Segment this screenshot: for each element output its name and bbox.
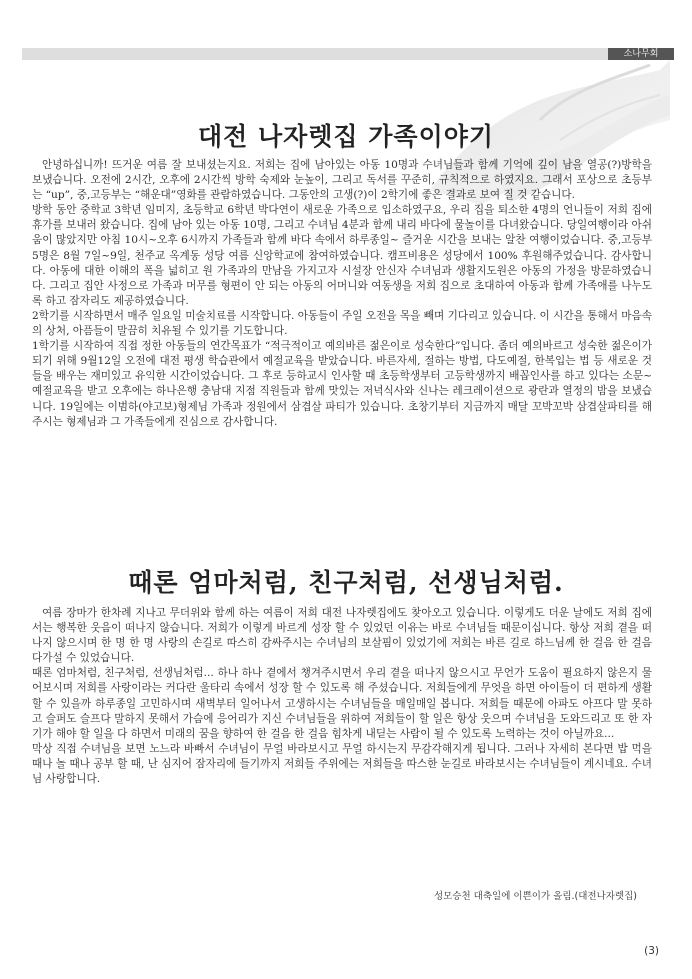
- paragraph: 때론 엄마처럼, 친구처럼, 선생님처럼... 하나 하나 곁에서 챙겨주시면서 우리 곁을 떠나지 않으시고 무언가 도움이 필요하지 않은지 물어보시며 저희를 사랑이라는 커다란 울타리 속에서 성장 할 수 있도록 해 주셨습니다. 저희들에게 무엇을 하면 아이들이 더 편하게 생활 할 수 있을까 하루종일 고민하시며 새벽부터 일어나서 고생하시는 수녀님들을 매일매일 봅니다. 저희들 때문에 아파도 아프다 말 못하고 슬퍼도 슬프다 말하지 못해서 가슴에 응어리가 지신 수녀님들을 위하여 저희들이 할 일은 항상 웃으며 수녀님을 도와드리고 또 한 자기가 해야 할 일을 다 하면서 미래의 꿈을 향하여 한 걸음 한 걸음 힘차게 내딛는 사람이 될 수 있도록 노력하는 것이 아닐까요...: [32, 667, 652, 740]
- paragraph: 2학기를 시작하면서 매주 일요일 미술치료를 시작합니다. 아동들이 주일 오전을 목을 빼며 기다리고 있습니다. 이 시간을 통해서 마음속의 상처, 아픔들이 말끔히 치유될 수 있기를 기도합니다.: [32, 309, 652, 338]
- paragraph: 방학 동안 중학교 3학년 임미지, 초등학교 6학년 박다연이 새로운 가족으로 입소하였구요, 우리 집을 퇴소한 4명의 언니들이 저희 집에 휴가를 보내러 왔습니다. 집에 남아 있는 아동 10명, 그리고 수녀님 4분과 함께 내리 바다에 물놀이를 다녀왔습니다. 당일여행이라 아쉬움이 많았지만 아침 10시~오후 6시까지 가족들과 함께 바다 속에서 하루종일~ 즐거운 시간을 보내는 알찬 여행이었습니다. 중,고등부 5명은 8월 7일~9일, 천주교 옥계동 성당 여름 신앙학교에 참여하였습니다. 캠프비용은 성당에서 100% 후원해주었습니다. 감사합니다. 아동에 대한 이해의 폭을 넓히고 원 가족과의 만남을 가지고자 시설장 안신자 수녀님과 생활지도원은 아동의 가정을 방문하였습니다. 그리고 집안 사정으로 가족과 머무를 형편이 안 되는 아동의 어머니와 여동생을 저희 집으로 초대하여 아동과 함께 가족애를 나누도록 하고 잠자리도 제공하였습니다.: [32, 204, 652, 307]
- paragraph: 1학기를 시작하여 직접 정한 아동들의 연간목표가 “적극적이고 예의바른 젊은이로 성숙한다”입니다. 좀더 예의바르고 성숙한 젊은이가 되기 위해 9월12일 오전에 대전 평생 학습관에서 예절교육을 받았습니다. 바른자세, 절하는 방법, 다도예절, 한복입는 법 등 새로운 것들을 배우는 재미있고 유익한 시간이었습니다. 그 후로 등하교시 인사할 때 초등학생부터 고등학생까지 배꼽인사를 하고 있다는 소문~ 예절교육을 받고 오후에는 하나은행 충남대 지점 직원들과 함께 맛있는 저녁식사와 신나는 레크레이션으로 광란과 열정의 밤을 보냈습니다. 19일에는 이범하(야고보)형제님 가족과 정원에서 삼겹살 파티가 있습니다. 초창기부터 지금까지 매달 꼬박꼬박 삼겹살파티를 해주시는 형제님과 그 가족들에게 진심으로 감사합니다.: [32, 340, 652, 428]
- header-bar: [22, 48, 674, 60]
- paragraph: 막상 직접 수녀님을 보면 노느라 바빠서 수녀님이 무얼 바라보시고 무얼 하시는지 무감각해지게 됩니다. 그러나 자세히 본다면 밥 먹을 때나 놀 때나 공부 할 때, 난 심지어 잠자리에 들기까지 저희들 주위에는 저희들을 따스한 눈길로 바라보시는 수녀님들이 계시네요. 수녀님 사랑합니다.: [32, 742, 652, 786]
- section-1-body: [32, 158, 652, 430]
- paragraph: 안녕하십니까! 뜨거운 여름 잘 보내셨는지요. 저희는 집에 남아있는 아동 10명과 수녀님들과 함께 기억에 깊이 남을 열공(?)방학을 보냈습니다. 오전에 2시간, 오후에 2시간씩 방학 숙제와 눈높이, 그리고 독서를 꾸준히, 규칙적으로 하였지요. 그래서 포상으로 초등부는 “up”, 중,고등부는 “해운대”영화를 관람하였습니다. 그동안의 고생(?)이 2학기에 좋은 결과로 보여 질 것 같습니다.: [32, 159, 652, 202]
- section-2-title: 때론 엄마처럼, 친구처럼, 선생님처럼.: [128, 568, 564, 597]
- paragraph: 여름 장마가 한차례 지나고 무더위와 함께 하는 여름이 저희 대전 나자렛집에도 찾아오고 있습니다. 이렇게도 더운 날에도 저희 집에서는 행복한 웃음이 떠나지 않습니다. 저희가 이렇게 바르게 성장 할 수 있었던 이유는 바로 수녀님들 때문이십니다. 항상 저희 곁을 떠나지 않으시며 한 명 한 명 사랑의 손길로 따스히 감싸주시는 수녀님의 보살핌이 있었기에 저희는 바른 길로 하느님께 한 걸음 한 걸음 다가설 수 있었습니다.: [32, 607, 652, 665]
- article-title: 대전 나자렛집 가족이야기: [197, 122, 495, 151]
- signature: 성모승천 대축일에 이쁜이가 올림.(대전나자렛집): [433, 891, 637, 902]
- page-number: (3): [644, 945, 659, 957]
- section-tab: 소나무회: [608, 48, 674, 60]
- section-2-body: [32, 606, 652, 787]
